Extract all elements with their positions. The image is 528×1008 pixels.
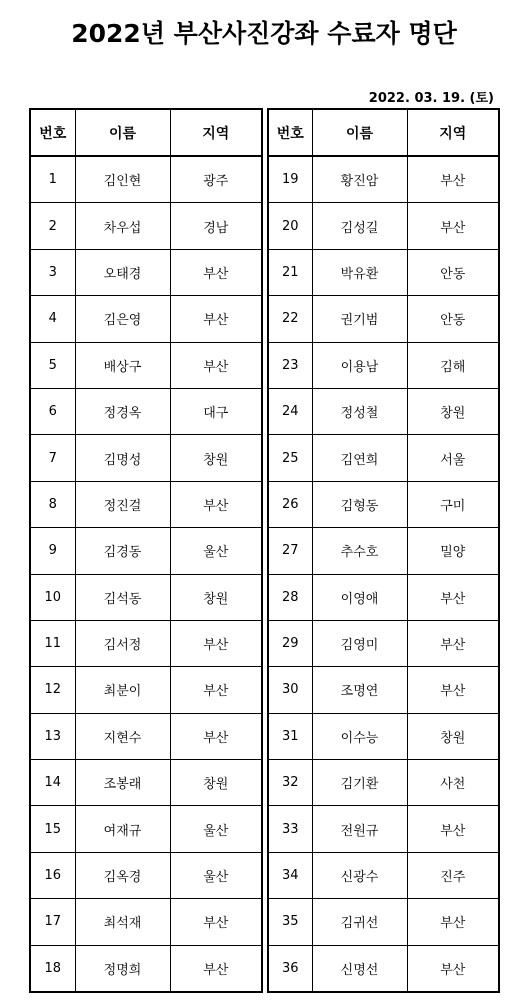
table-row	[268, 945, 499, 992]
cell-name: 최석재	[75, 899, 170, 945]
cell-region: 부산	[407, 203, 499, 249]
cell-number: 21	[268, 249, 312, 295]
cell-region: 창원	[407, 713, 499, 759]
cell-region: 구미	[407, 481, 499, 527]
cell-name: 오태경	[75, 249, 170, 295]
table-row	[30, 852, 262, 898]
cell-name: 이영애	[312, 574, 407, 620]
cell-number: 24	[268, 388, 312, 434]
table-row	[268, 203, 499, 249]
table-row	[268, 852, 499, 898]
table-row	[30, 713, 262, 759]
table-row	[268, 760, 499, 806]
cell-region: 부산	[170, 667, 262, 713]
cell-name: 추수호	[312, 528, 407, 574]
cell-name: 정경옥	[75, 388, 170, 434]
column-header-number: 번호	[268, 109, 312, 156]
table-row	[30, 574, 262, 620]
cell-region: 김해	[407, 342, 499, 388]
cell-number: 36	[268, 945, 312, 992]
cell-region: 부산	[170, 899, 262, 945]
cell-name: 차우섭	[75, 203, 170, 249]
cell-name: 김경동	[75, 528, 170, 574]
table-row	[30, 203, 262, 249]
table-row	[30, 435, 262, 481]
cell-number: 14	[30, 760, 75, 806]
cell-name: 신명선	[312, 945, 407, 992]
cell-number: 16	[30, 852, 75, 898]
cell-number: 23	[268, 342, 312, 388]
table-row	[30, 667, 262, 713]
roster-tables	[29, 108, 496, 976]
cell-number: 19	[268, 156, 312, 203]
cell-region: 밀양	[407, 528, 499, 574]
cell-region: 부산	[170, 481, 262, 527]
table-row	[268, 528, 499, 574]
roster-table-right	[267, 108, 500, 993]
cell-number: 33	[268, 806, 312, 852]
table-row	[268, 574, 499, 620]
cell-number: 20	[268, 203, 312, 249]
cell-name: 김서정	[75, 620, 170, 666]
roster-body-left	[30, 156, 262, 992]
cell-name: 김은영	[75, 296, 170, 342]
cell-name: 이용남	[312, 342, 407, 388]
cell-number: 17	[30, 899, 75, 945]
cell-region: 부산	[407, 574, 499, 620]
cell-number: 5	[30, 342, 75, 388]
cell-name: 김기환	[312, 760, 407, 806]
cell-name: 김인현	[75, 156, 170, 203]
table-row	[268, 388, 499, 434]
cell-name: 김연희	[312, 435, 407, 481]
cell-name: 전원규	[312, 806, 407, 852]
cell-region: 진주	[407, 852, 499, 898]
column-header-name: 이름	[75, 109, 170, 156]
cell-name: 김영미	[312, 620, 407, 666]
cell-name: 조봉래	[75, 760, 170, 806]
table-row	[30, 806, 262, 852]
cell-name: 배상구	[75, 342, 170, 388]
cell-number: 15	[30, 806, 75, 852]
column-header-name: 이름	[312, 109, 407, 156]
cell-region: 창원	[407, 388, 499, 434]
cell-number: 34	[268, 852, 312, 898]
cell-region: 부산	[170, 945, 262, 992]
cell-region: 부산	[170, 249, 262, 295]
table-row	[268, 296, 499, 342]
roster-table-left	[29, 108, 263, 993]
cell-number: 7	[30, 435, 75, 481]
table-row	[268, 620, 499, 666]
cell-region: 울산	[170, 852, 262, 898]
cell-number: 27	[268, 528, 312, 574]
cell-region: 부산	[170, 342, 262, 388]
cell-number: 26	[268, 481, 312, 527]
cell-number: 13	[30, 713, 75, 759]
table-row	[30, 388, 262, 434]
table-row	[268, 342, 499, 388]
cell-region: 부산	[170, 713, 262, 759]
table-row	[30, 620, 262, 666]
cell-number: 1	[30, 156, 75, 203]
cell-name: 김옥경	[75, 852, 170, 898]
cell-name: 권기범	[312, 296, 407, 342]
table-row	[268, 899, 499, 945]
header-row	[30, 109, 262, 156]
cell-name: 박유환	[312, 249, 407, 295]
cell-number: 6	[30, 388, 75, 434]
cell-region: 안동	[407, 249, 499, 295]
cell-name: 이수능	[312, 713, 407, 759]
cell-name: 신광수	[312, 852, 407, 898]
table-row	[30, 899, 262, 945]
date-label: 2022. 03. 19. (토)	[368, 91, 494, 106]
table-row	[268, 667, 499, 713]
cell-name: 김귀선	[312, 899, 407, 945]
cell-name: 정성철	[312, 388, 407, 434]
cell-name: 황진암	[312, 156, 407, 203]
cell-region: 부산	[407, 620, 499, 666]
column-header-region: 지역	[407, 109, 499, 156]
table-row	[268, 156, 499, 203]
cell-region: 경남	[170, 203, 262, 249]
cell-name: 지현수	[75, 713, 170, 759]
cell-region: 부산	[170, 296, 262, 342]
cell-region: 울산	[170, 528, 262, 574]
table-row	[268, 481, 499, 527]
cell-region: 부산	[407, 899, 499, 945]
cell-number: 32	[268, 760, 312, 806]
cell-number: 12	[30, 667, 75, 713]
cell-region: 부산	[407, 156, 499, 203]
cell-name: 김성길	[312, 203, 407, 249]
cell-name: 정진걸	[75, 481, 170, 527]
cell-region: 부산	[170, 620, 262, 666]
cell-name: 김명성	[75, 435, 170, 481]
cell-name: 김형동	[312, 481, 407, 527]
table-row	[30, 760, 262, 806]
table-row	[30, 342, 262, 388]
cell-number: 9	[30, 528, 75, 574]
cell-region: 안동	[407, 296, 499, 342]
cell-number: 10	[30, 574, 75, 620]
cell-name: 조명연	[312, 667, 407, 713]
table-row	[30, 945, 262, 992]
page-title: 2022년 부산사진강좌 수료자 명단	[71, 19, 457, 48]
table-row	[30, 249, 262, 295]
table-row	[268, 435, 499, 481]
cell-region: 부산	[407, 667, 499, 713]
cell-number: 8	[30, 481, 75, 527]
cell-number: 2	[30, 203, 75, 249]
cell-number: 22	[268, 296, 312, 342]
roster-body-right	[268, 156, 499, 992]
cell-name: 여재규	[75, 806, 170, 852]
table-row	[30, 156, 262, 203]
cell-region: 대구	[170, 388, 262, 434]
cell-number: 31	[268, 713, 312, 759]
cell-region: 부산	[407, 945, 499, 992]
cell-number: 25	[268, 435, 312, 481]
cell-region: 울산	[170, 806, 262, 852]
header-row	[268, 109, 499, 156]
cell-number: 29	[268, 620, 312, 666]
table-row	[268, 806, 499, 852]
cell-region: 광주	[170, 156, 262, 203]
cell-region: 창원	[170, 574, 262, 620]
cell-name: 김석동	[75, 574, 170, 620]
column-header-region: 지역	[170, 109, 262, 156]
column-header-number: 번호	[30, 109, 75, 156]
cell-region: 창원	[170, 435, 262, 481]
cell-number: 18	[30, 945, 75, 992]
cell-name: 최분이	[75, 667, 170, 713]
cell-number: 28	[268, 574, 312, 620]
cell-number: 4	[30, 296, 75, 342]
table-row	[268, 249, 499, 295]
cell-number: 3	[30, 249, 75, 295]
table-row	[268, 713, 499, 759]
table-row	[30, 528, 262, 574]
table-row	[30, 481, 262, 527]
cell-name: 정명희	[75, 945, 170, 992]
cell-number: 35	[268, 899, 312, 945]
cell-region: 사천	[407, 760, 499, 806]
cell-number: 30	[268, 667, 312, 713]
cell-region: 서울	[407, 435, 499, 481]
cell-region: 부산	[407, 806, 499, 852]
cell-number: 11	[30, 620, 75, 666]
table-row	[30, 296, 262, 342]
cell-region: 창원	[170, 760, 262, 806]
